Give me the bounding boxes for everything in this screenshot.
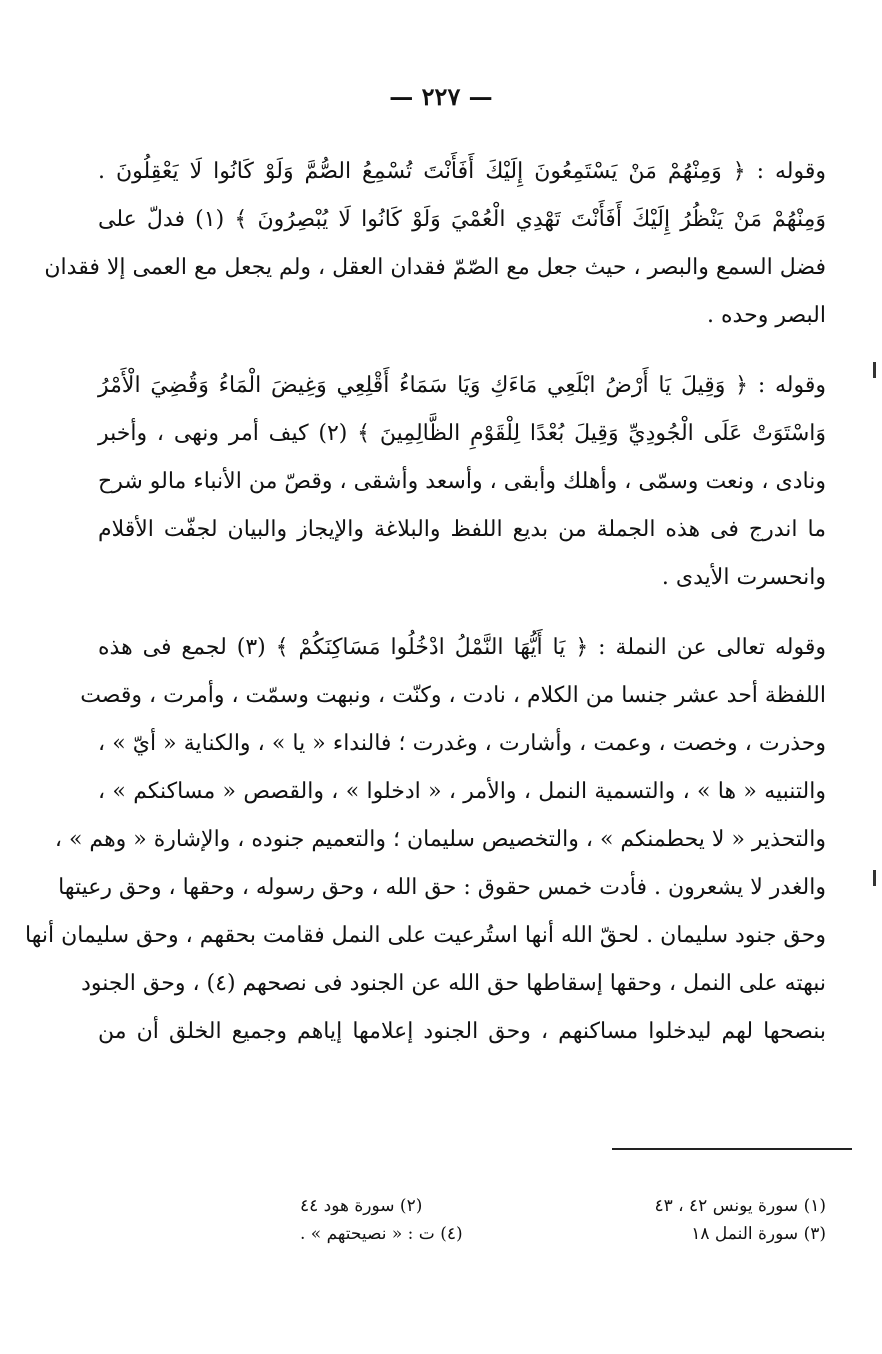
- text-line: وَمِنْهُمْ مَنْ يَنْظُرُ إِلَيْكَ أَفَأَنْتَ تَهْدِي الْعُمْيَ وَلَوْ كَانُوا لَا يُبْصِرُونَ ﴾ (١) فدلّ على: [98, 207, 826, 232]
- text-line: بنصحها لهم ليدخلوا مساكنهم ، وحق الجنود إعلامها إياهم وجميع الخلق أن من: [98, 1019, 826, 1044]
- text-line: نبهته على النمل ، وحقها إسقاطها حق الله عن الجنود فى نصحهم (٤) ، وحق الجنود: [81, 971, 826, 996]
- text-line: والغدر لا يشعرون . فأدت خمس حقوق : حق الله ، وحق رسوله ، وحقها ، وحق رعيتها: [58, 875, 826, 900]
- text-line: وقوله : ﴿ وَقِيلَ يَا أَرْضُ ابْلَعِي مَاءَكِ وَيَا سَمَاءُ أَقْلِعِي وَغِيضَ الْمَاءُ وَقُضِيَ الْأَمْرُ: [98, 373, 826, 398]
- main-text: [25, 148, 826, 1078]
- footnote-divider: [612, 1148, 852, 1150]
- text-line: وحق جنود سليمان . لحقّ الله أنها استُرعيت على النمل فقامت بحقهم ، وحق سليمان أنها: [25, 923, 826, 948]
- text-line: فضل السمع والبصر ، حيث جعل مع الصّمّ فقدان العقل ، ولم يجعل مع العمى إلا فقدان: [44, 255, 826, 280]
- text-line: وانحسرت الأيدى .: [661, 565, 826, 590]
- text-line: ونادى ، ونعت وسمّى ، وأهلك وأبقى ، وأسعد وأشقى ، وقصّ من الأنباء مالو شرح: [98, 469, 826, 494]
- footnote-row: [300, 1192, 826, 1220]
- text-line: وقوله تعالى عن النملة : ﴿ يَا أَيُّهَا النَّمْلُ ادْخُلُوا مَسَاكِنَكُمْ ﴾ (٣) لجمع فى هذه: [98, 635, 826, 660]
- footnote-3: (٣) سورة النمل ١٨: [691, 1224, 826, 1244]
- text-line: البصر وحده .: [707, 303, 826, 328]
- text-line: وقوله : ﴿ وَمِنْهُمْ مَنْ يَسْتَمِعُونَ إِلَيْكَ أَفَأَنْتَ تُسْمِعُ الصُّمَّ وَلَوْ كَانُوا لَا يَعْقِلُونَ .: [98, 159, 826, 184]
- text-line: وَاسْتَوَتْ عَلَى الْجُودِيِّ وَقِيلَ بُعْدًا لِلْقَوْمِ الظَّالِمِينَ ﴾ (٢) كيف أمر ونهى ، وأخبر: [98, 421, 826, 446]
- footnote-4: (٤) ت : « نصيحتهم » .: [300, 1224, 463, 1244]
- text-line: والتنبيه « ها » ، والتسمية النمل ، والأمر ، « ادخلوا » ، والقصص « مساكنكم » ،: [98, 779, 826, 804]
- footnote-1: (١) سورة يونس ٤٢ ، ٤٣: [654, 1196, 826, 1216]
- footnote-2: (٢) سورة هود ٤٤: [300, 1196, 423, 1216]
- footnote-row: [300, 1220, 826, 1248]
- paragraph-2: [98, 362, 826, 602]
- page-number: — ٢٢٧ —: [389, 82, 493, 111]
- text-line: اللفظة أحد عشر جنسا من الكلام ، نادت ، وكنّت ، ونبهت وسمّت ، وأمرت ، وقصت: [80, 683, 826, 708]
- paragraph-3: [25, 624, 826, 1056]
- text-line: ما اندرج فى هذه الجملة من بديع اللفظ والبلاغة والإيجاز والبيان لجفّت الأقلام: [98, 517, 826, 542]
- margin-mark: [873, 870, 876, 886]
- text-line: والتحذير « لا يحطمنكم » ، والتخصيص سليمان ؛ والتعميم جنوده ، والإشارة « وهم » ،: [54, 827, 826, 852]
- margin-mark: [873, 362, 876, 378]
- text-line: وحذرت ، وخصت ، وعمت ، وأشارت ، وغدرت ؛ فالنداء « يا » ، والكناية « أيّ » ،: [98, 731, 826, 756]
- paragraph-1: [44, 148, 826, 340]
- footnotes: [300, 1192, 826, 1248]
